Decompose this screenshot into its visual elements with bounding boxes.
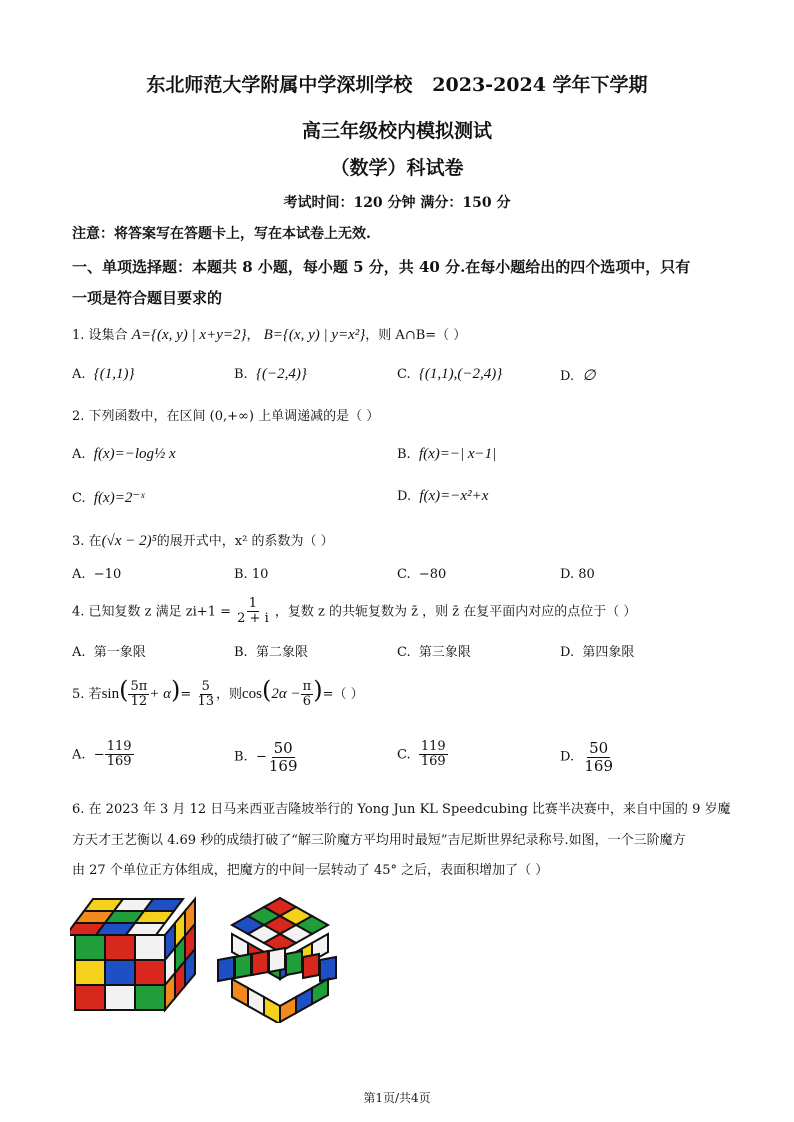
fraction-denominator: 169	[420, 754, 446, 770]
option-label: D.	[397, 489, 412, 504]
math-expression: A={(x, y) | x+y=2}	[131, 327, 247, 343]
option-sign: −	[93, 747, 105, 763]
question-number: 3.	[72, 534, 85, 549]
stem-text: ，复数 z 的共轭复数为 z̄ ，则 z̄ 在复平面内对应的点位于（ ）	[274, 604, 637, 620]
cube-sticker	[252, 951, 268, 975]
fraction-numerator: 119	[106, 739, 132, 754]
exam-title-line1	[0, 70, 794, 97]
section-heading-line2: 一项是符合题目要求的	[72, 289, 223, 307]
question-3-stem	[72, 530, 334, 550]
fraction-denominator: 169	[268, 756, 298, 775]
stem-text: 若	[88, 687, 102, 702]
cube-sticker	[135, 985, 165, 1010]
option-1a	[72, 366, 135, 383]
stem-text: 下列函数中，在区间 (0,+∞) 上单调递减的是（ ）	[88, 409, 380, 424]
option-label: C.	[397, 367, 411, 382]
cube-sticker	[303, 954, 319, 978]
equals-sign: =	[180, 687, 192, 702]
option-label: C.	[397, 645, 411, 660]
math-expression: B={(x, y) | y=x²}	[263, 327, 366, 343]
question-5-stem	[72, 676, 364, 709]
school-name: 东北师范大学附属中学深圳学校	[146, 74, 413, 96]
option-label: B.	[234, 367, 248, 382]
question-6-line1	[72, 798, 730, 817]
fraction-numerator: 119	[420, 739, 446, 754]
option-label: B.	[397, 447, 411, 462]
paren-close: )	[171, 676, 181, 704]
option-5c	[397, 740, 448, 770]
option-label: A.	[72, 567, 86, 582]
fraction-numerator: 5π	[130, 678, 148, 694]
option-5d	[560, 740, 615, 774]
term-label: 2023-2024 学年下学期	[432, 74, 648, 96]
question-2-stem	[72, 405, 379, 424]
option-text: 第一象限	[93, 645, 146, 660]
option-4b	[234, 641, 308, 660]
cube-sticker	[75, 985, 105, 1010]
option-5a	[72, 740, 134, 770]
cube-sticker	[105, 985, 135, 1010]
fraction-numerator: 50	[589, 739, 609, 757]
math-function: sin	[101, 686, 120, 702]
stem-text: ，则 A∩B=（ ）	[365, 328, 467, 343]
option-text: {(−2,4)}	[255, 366, 307, 382]
cube-sticker	[135, 935, 165, 960]
option-label: A.	[72, 645, 86, 660]
fraction	[195, 680, 216, 710]
cube-sticker	[75, 935, 105, 960]
stem-text: 在	[88, 534, 102, 549]
option-text: f(x)=2⁻ˣ	[93, 490, 145, 506]
option-text: 80	[578, 567, 595, 582]
rotated-rubiks-cube-image	[210, 893, 350, 1023]
section-heading-line1: 一、单项选择题：本题共 8 小题，每小题 5 分，共 40 分.在每小题给出的四个选项中，只有	[72, 258, 691, 276]
question-number: 5.	[72, 687, 85, 702]
notice: 注意：将答案写在答题卡上，写在本试卷上无效.	[72, 226, 371, 242]
option-4d	[560, 641, 634, 660]
option-1c	[397, 366, 502, 383]
question-number: 2.	[72, 409, 85, 424]
cube-sticker	[248, 988, 264, 1015]
option-text: −80	[418, 567, 447, 582]
question-6-line3: 由 27 个单位正方体组成，把魔方的中间一层转动了 45° 之后，表面积增加了（ ）	[72, 863, 549, 878]
option-4c	[397, 641, 471, 660]
question-number: 6.	[72, 802, 85, 817]
option-label: B.	[234, 645, 248, 660]
stem-text: 在 2023 年 3 月 12 日马来西亚吉隆坡举行的 Yong Jun KL Speedcubing 比赛半决赛中，来自中国的 9 岁魔	[88, 802, 731, 817]
cube-sticker	[286, 951, 302, 975]
option-text: {(1,1)}	[93, 366, 135, 382]
paren-open: (	[262, 676, 272, 704]
cube-sticker	[280, 997, 296, 1022]
option-label: A.	[72, 447, 86, 462]
option-text: 10	[251, 567, 269, 582]
option-3c	[397, 567, 446, 582]
question-number: 1.	[72, 328, 85, 343]
stem-text: =（ ）	[322, 687, 364, 702]
exam-title-line3: （数学）科试卷	[330, 157, 464, 179]
fraction-numerator: 5	[201, 678, 210, 694]
option-text: ∅	[582, 368, 596, 384]
exam-meta: 考试时间：120 分钟 满分：150 分	[283, 195, 511, 211]
option-label: C.	[72, 491, 86, 506]
option-2b	[397, 446, 496, 463]
fraction-denominator: 13	[197, 694, 214, 709]
stem-text: 已知复数 z 满足 zi+1 =	[88, 604, 231, 620]
cube-sticker	[232, 979, 248, 1006]
cube-sticker	[296, 988, 312, 1013]
option-2a	[72, 446, 176, 463]
stem-text: ，	[246, 328, 260, 343]
fraction-denominator: 169	[584, 756, 613, 775]
fraction	[301, 680, 314, 710]
option-label: A.	[72, 367, 86, 382]
fraction-numerator: π	[302, 678, 312, 694]
option-text: 第四象限	[582, 645, 635, 660]
option-3d	[560, 567, 595, 582]
cube-sticker	[75, 960, 105, 985]
option-label: B.	[234, 567, 248, 582]
fraction-denominator: 6	[302, 694, 312, 709]
option-4a	[72, 641, 146, 660]
fraction	[235, 597, 271, 627]
fraction	[128, 680, 149, 710]
cube-sticker	[264, 997, 280, 1023]
fraction	[582, 740, 615, 774]
math-expression: + α	[149, 686, 172, 702]
rubiks-cube-image	[70, 893, 205, 1013]
fraction	[419, 740, 448, 770]
fraction-numerator: 50	[273, 739, 293, 757]
option-label: A.	[72, 747, 86, 763]
stem-text: 设集合	[88, 328, 128, 343]
math-function: cos	[242, 686, 263, 702]
cube-sticker	[135, 960, 165, 985]
cube-sticker	[105, 960, 135, 985]
fraction-denominator: 12	[130, 694, 148, 709]
cube-sticker	[105, 935, 135, 960]
cube-top-face	[70, 899, 183, 935]
stem-text: 的展开式中，x² 的系数为（ ）	[156, 534, 334, 549]
option-label: C.	[397, 567, 411, 582]
paren-open: (	[119, 676, 129, 704]
cube-sticker	[235, 954, 251, 978]
stem-text: ，则	[216, 687, 243, 702]
option-label: D.	[560, 567, 575, 582]
option-text: f(x)=−| x−1|	[418, 446, 497, 462]
option-3b	[234, 567, 268, 582]
option-label: D.	[560, 749, 575, 765]
option-text: 第三象限	[418, 645, 471, 660]
question-4-stem	[72, 597, 636, 627]
question-number: 4.	[72, 604, 85, 620]
cube-sticker	[218, 957, 234, 981]
question-1-stem	[72, 324, 466, 344]
cube-sticker	[320, 957, 336, 981]
option-label: B.	[234, 749, 248, 765]
fraction-numerator: 1	[248, 596, 258, 611]
paren-close: )	[313, 676, 323, 704]
question-6-line2: 方天才王艺衡以 4.69 秒的成绩打破了“解三阶魔方平均用时最短”吉尼斯世界纪录称号.如图，一个三阶魔方	[72, 833, 686, 848]
fraction-denominator: 169	[106, 754, 132, 770]
cube-bottom-layer	[232, 979, 328, 1023]
option-label: C.	[397, 747, 411, 763]
fraction	[267, 740, 300, 774]
fraction	[105, 740, 134, 770]
option-2d	[397, 488, 488, 505]
cube-sticker	[312, 979, 328, 1004]
page-footer: 第1页/共4页	[363, 1091, 431, 1105]
option-3a	[72, 567, 121, 582]
math-expression: 2α −	[271, 686, 301, 702]
option-text: −10	[93, 567, 122, 582]
option-sign: −	[255, 749, 267, 765]
option-text: f(x)=−x²+x	[419, 488, 489, 504]
option-text: 第二象限	[255, 645, 308, 660]
option-label: D.	[560, 645, 575, 660]
option-1d	[560, 366, 595, 385]
option-2c	[72, 488, 144, 507]
exam-title-line2: 高三年级校内模拟测试	[301, 120, 492, 142]
math-expression: (√x − 2)⁵	[101, 533, 157, 549]
fraction-denominator: 2 + i	[237, 611, 269, 627]
option-text: f(x)=−log½ x	[93, 446, 176, 462]
option-text: {(1,1),(−2,4)}	[418, 366, 503, 382]
cube-front-face	[75, 935, 165, 1010]
option-5b	[234, 740, 300, 774]
option-label: D.	[560, 369, 575, 384]
cube-sticker	[269, 948, 285, 972]
option-1b	[234, 366, 307, 383]
